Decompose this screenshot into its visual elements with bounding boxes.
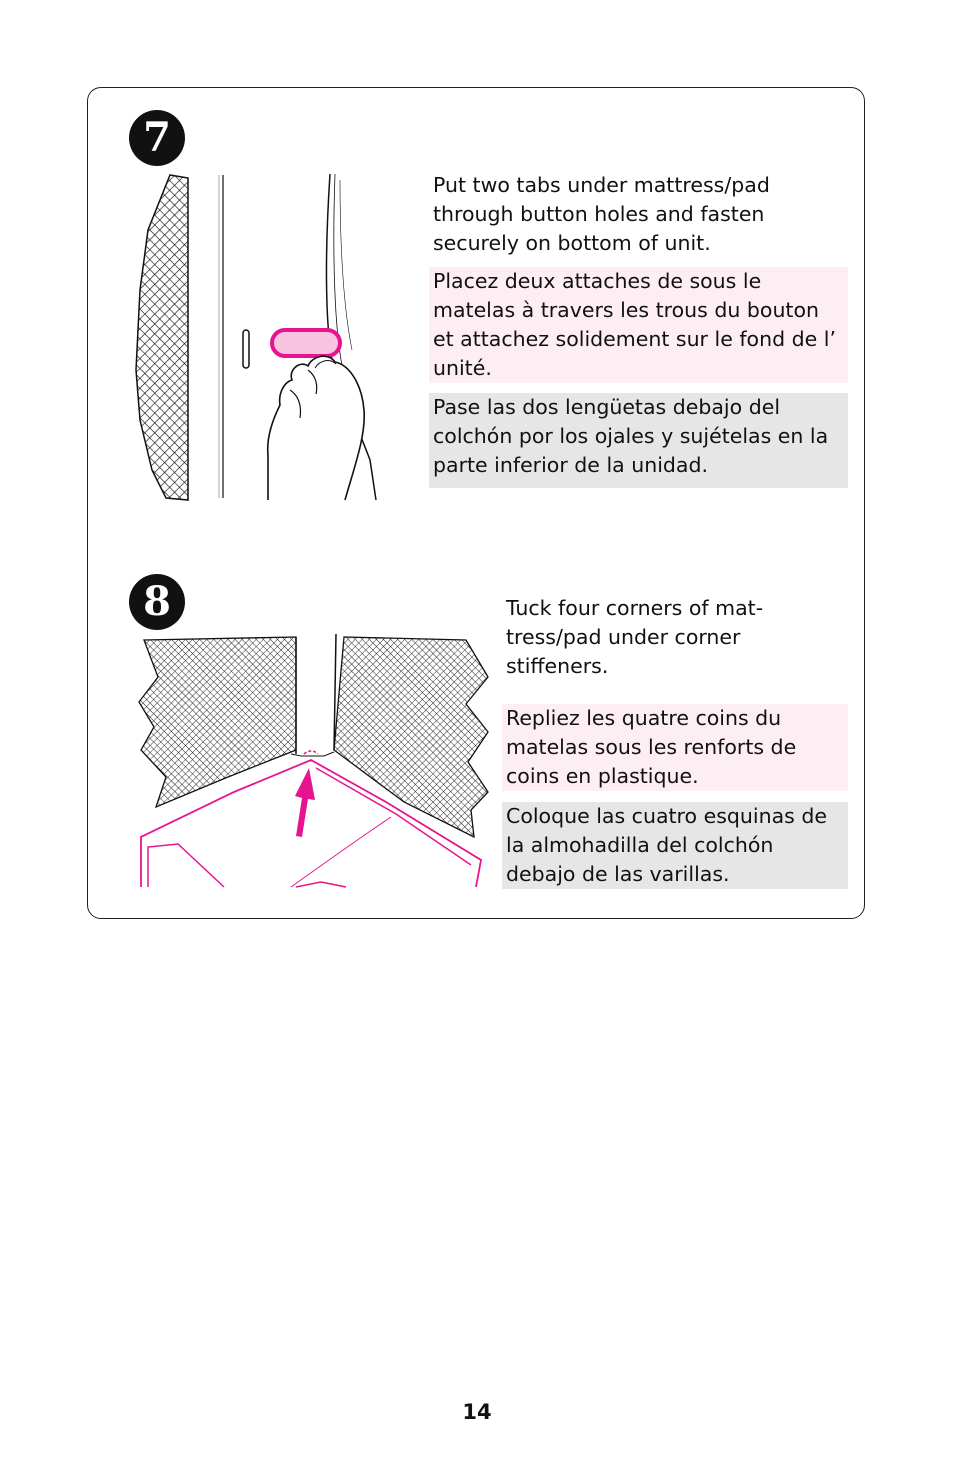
step-8-illustration	[136, 632, 496, 890]
button-hole-icon	[243, 330, 249, 368]
page-number: 14	[462, 1400, 492, 1424]
mesh-panel	[136, 175, 188, 500]
left-mesh-panel	[139, 637, 296, 807]
step-8-text-fr: Repliez les quatre coins du matelas sous les renforts de coins en plastique.	[502, 704, 848, 791]
step-8-text-en: Tuck four corners of mat-tress/pad under corner stiffeners.	[506, 596, 764, 678]
right-mesh-panel	[334, 637, 488, 837]
hand-icon	[268, 356, 365, 500]
step-8-badge: 8	[129, 574, 185, 630]
step-8-text-es: Coloque las cuatro esquinas de la almohadilla del colchón debajo de las varillas.	[502, 802, 848, 889]
step-7-illustration	[130, 170, 390, 505]
step-7-badge: 7	[129, 110, 185, 166]
step-7-text-en: Put two tabs under mattress/pad through button holes and fasten securely on bottom of unit.	[433, 173, 770, 255]
step-7-text-es: Pase las dos lengüetas debajo del colchón por los ojales y sujételas en la parte inferior de la unidad.	[429, 393, 848, 488]
up-arrow-icon	[295, 768, 315, 837]
step-7-text-fr: Placez deux attaches de sous le matelas à travers les trous du bouton et attachez solidement sur le fond de l’ unité.	[429, 267, 848, 383]
pink-tab-icon	[272, 330, 340, 356]
